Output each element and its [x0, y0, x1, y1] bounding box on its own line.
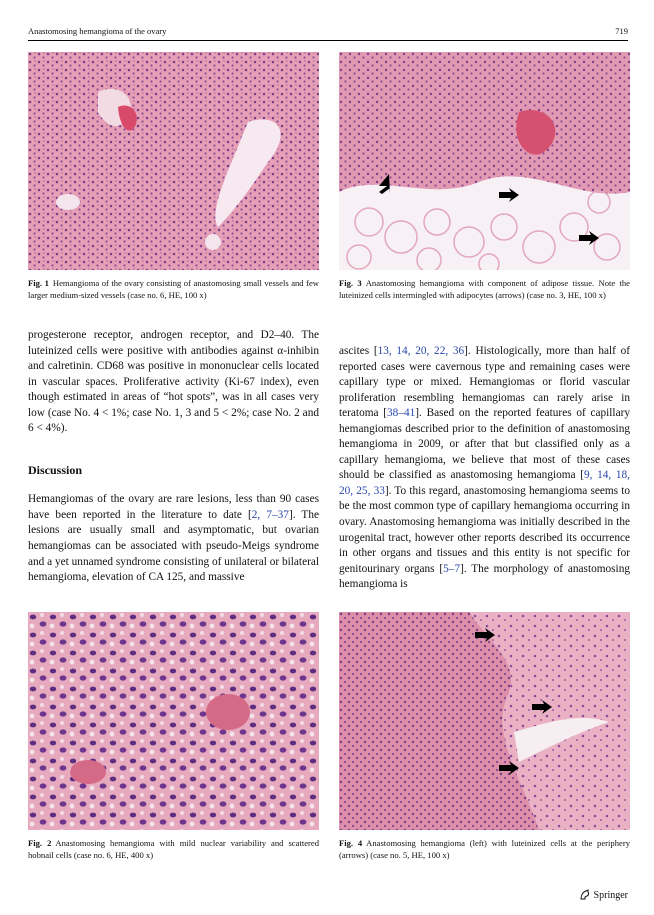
text-run: ]. To this regard, anastomosing hemangioma seems to be the most common type of capillary hemangioma occurring in ovary. Anastomosing hemangioma was initially described in the urogenital tract, however other reports described its occurrence in other organs and tissues and this entity is not specific for genitourinary organs [: [339, 484, 631, 575]
text-run: ]. Based on the reported features of capillary hemangiomas described prior to the definition of anastomosing hemangioma in 2009, or after that but classified only as a capillary hemangioma, we believe that most of these cases should be classified as anastomosing hemangioma [: [339, 407, 630, 482]
figure-2-label: Fig. 2: [28, 838, 52, 848]
running-head: [28, 24, 628, 41]
page-number: 719: [615, 26, 628, 36]
figure-2-image: [28, 612, 319, 830]
running-head-title: Anastomosing hemangioma of the ovary: [28, 26, 167, 36]
left-text-column: [28, 328, 319, 586]
citation-link[interactable]: 9, 14, 18, 20, 25, 33: [339, 469, 630, 497]
section-heading-discussion: Discussion: [28, 462, 83, 477]
figure-2-caption-text: Anastomosing hemangioma with mild nuclear variability and scattered hobnail cells (case no. 6, HE, 400 x): [28, 838, 320, 860]
citation-link[interactable]: 5–7: [443, 562, 461, 575]
figure-4-caption: [339, 837, 630, 861]
figure-3-caption-text: Anastomosing hemangioma with component of adipose tissue. Note the luteinized cells intermingled with adipocytes (arrows) (case no. 3, HE, 100 x): [339, 278, 630, 300]
springer-horse-icon: [579, 889, 591, 901]
text-run: Hemangiomas of the ovary are rare lesions, less than 90 cases have been reported in the literature to date [: [28, 493, 319, 521]
figure-3-label: Fig. 3: [339, 278, 362, 288]
body-paragraph: [28, 492, 319, 585]
figure-4-image: [339, 612, 630, 830]
body-paragraph: [339, 344, 630, 593]
figure-1-image: [28, 52, 319, 270]
figure-3-image: [339, 52, 630, 270]
text-run: ]. The morphology of anastomosing hemangioma is: [339, 562, 630, 591]
figure-4-caption-text: Anastomosing hemangioma (left) with luteinized cells at the periphery (arrows) (case no. 5, HE, 100 x): [339, 838, 630, 860]
text-run: ]. The lesions are usually small and asymptomatic, but ovarian hemangiomas can be associated with pseudo-Meigs syndrome and a yet unnamed syndrome consisting of unilateral or bilateral hemangioma, elevation of CA 125, and massive: [28, 508, 319, 584]
citation-link[interactable]: 38–41: [387, 407, 416, 420]
figure-4-label: Fig. 4: [339, 838, 363, 848]
citation-link[interactable]: 2, 7–37: [251, 508, 289, 521]
text-run: ]. Histologically, more than half of reported cases were cavernous type and remaining cases were capillary type or mixed. Hemangiomas or florid vascular proliferation resembling hemangiomas can rarely arise in teratoma [: [339, 345, 630, 420]
figure-2-caption: [28, 837, 319, 861]
publisher-name: Springer: [593, 889, 628, 901]
right-text-column: [339, 344, 630, 593]
publisher-logo: [579, 889, 628, 901]
figure-1-label: Fig. 1: [28, 278, 49, 288]
body-paragraph: progesterone receptor, androgen receptor, and D2–40. The luteinized cells were positive with antibodies against α-inhibin and calretinin. CD68 was positive in mononuclear cells located in vascular spaces. Proliferative activity (Ki-67 index), even though estimated in areas of “hot spots”, was in all cases very low (case No. 4 < 1%; case No. 1, 3 and 5 < 2%; case No. 2 and 6 < 4%).: [28, 329, 319, 435]
figure-3-caption: [339, 277, 630, 301]
citation-link[interactable]: 13, 14, 20, 22, 36: [377, 345, 465, 357]
figure-1-caption: [28, 277, 319, 301]
text-run: ascites [: [339, 345, 378, 357]
figure-1-caption-text: Hemangioma of the ovary consisting of anastomosing small vessels and few larger medium-sized vessels (case no. 6, HE, 100 x): [28, 278, 319, 300]
